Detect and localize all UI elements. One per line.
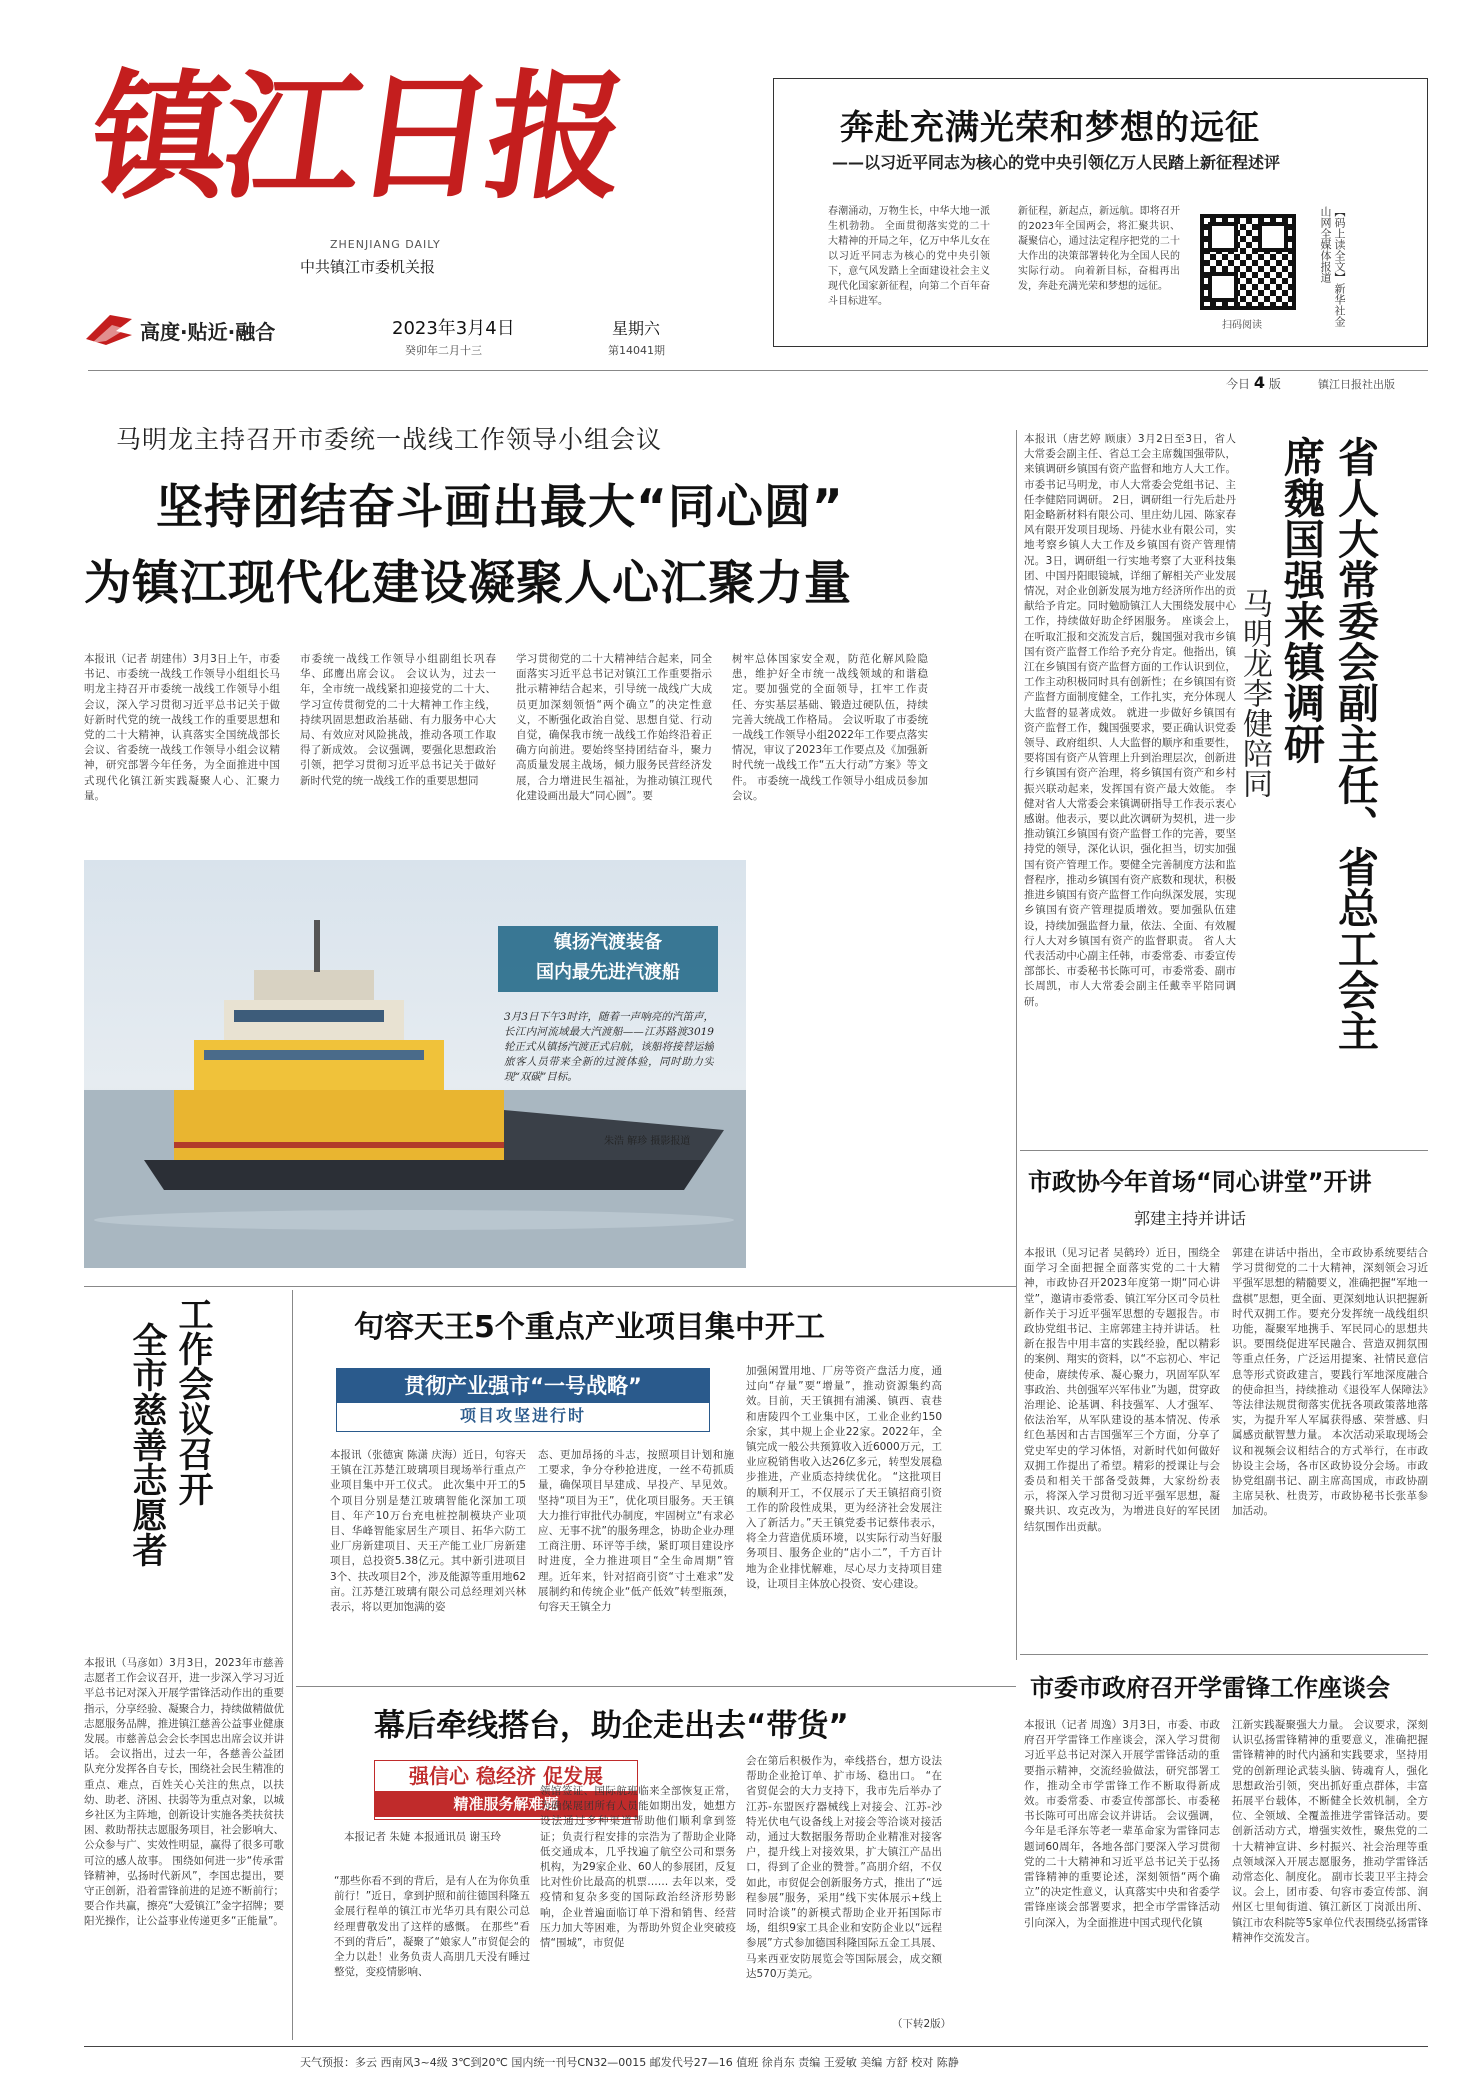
jurong-headline: 句容天王5个重点产业项目集中开工 — [354, 1310, 825, 1345]
promo-col1: 春潮涌动，万物生长，中华大地一派生机勃勃。 全面贯彻落实党的二十大精神的开局之年，亿万中华儿女在以习近平同志为核心的党中央引领下，意气风发踏上全面建设社会主义现代化国家新征程，向第二个百年奋斗目标进军。 — [828, 206, 990, 307]
lead-col2: 市委统一战线工作领导小组副组长巩春华、邱鹰出席会议。 会议认为，过去一年，全市统一战线紧扣迎接党的二十大、学习宣传贯彻党的二十大精神工作主线，持续巩固思想政治基础、有力服务中心大局、有效应对风险挑战，推动各项工作取得了新成效。 会议强调，要强化思想政治引领，把学习贯彻习近平总书记关于做好新时代党的统一战线工作的重要思想同 — [300, 653, 496, 787]
masthead-date: 2023年3月4日 — [392, 318, 515, 339]
lead-headline-2: 为镇江现代化建设凝聚人心汇聚力量 — [84, 556, 852, 611]
qr-code-icon[interactable] — [1200, 214, 1296, 310]
masthead-publisher: 镇江日报社出版 — [1318, 378, 1395, 391]
right-story-headline: 省人大常委会副主任、省总工会主席魏国强来镇调研 — [1277, 436, 1379, 1051]
ferry-label-2: 国内最先进汽渡船 — [536, 962, 680, 983]
right-story-body: 本报讯（唐艺婷 顾康）3月2日至3日，省人大常委会副主任、省总工会主席魏国强带队，来镇调研乡镇国有资产监督和地方人大工作。市委书记马明龙，市人大常委会党组书记、主任李健陪同调研。 2日，调研组一行先后赴丹阳金略新材料有限公司、里庄幼儿园、陈家春风有限开发项目现场、丹徒水业有限公司，实地考察乡镇人大工作及乡镇国有资产管理情况。3日，调研组一行实地考察了大亚科技集团、中国丹阳眼镜城，详细了解相关产业发展情况，对企业创新发展为地方经济所作出的贡献给予肯定。同时勉励镇江人大围绕发展中心工作，持续做好助企纾困服务。 座谈会上，在听取汇报和交流发言后，魏国强对我市乡镇国有资产监督工作给予充分肯定。他指出，镇江在乡镇国有资产监督方面的工作认识到位，工作主动积极同时具有创新性；在乡镇国有资产监督方面制度健全，工作扎实，充分体现人大监督的显著成效。 就进一步做好乡镇国有资产监督工作，魏国强要求，要正确认识党委领导、政府组织、人大监督的顺序和重要性，要将国有资产从管理上升到治理层次，创新进行乡镇国有资产治理，将乡镇国有资产和乡村振兴联动起来，发挥国有资产最大效能。 李健对省人大常委会来镇调研指导工作表示衷心感谢。他表示，要以此次调研为契机，进一步推动镇江乡镇国有资产监督工作的完善，要坚持党的领导，深化认识，强化担当，切实加强国有资产管理工作。要健全完善制度方法和监督程序，推动乡镇国有资产底数和现状，积极推进乡镇国有资产监督工作向纵深发展，实现乡镇国有资产管理提质增效。要加强队伍建设，持续加强监督力量，依法、全面、有效履行人大对乡镇国有资产的监督职责。 省人大代表活动中心副主任韩，市委常委、市委宣传部部长、市委秘书长陈可可，市委常委、副市长周凯，市人大常委会副主任戴幸平陪同调研。 — [1024, 433, 1236, 1008]
right-story-byline: 马明龙李健陪同 — [1237, 588, 1272, 798]
jurong-col1: 本报讯（张德寅 陈潇 庆海）近日，句容天王镇在江苏楚江玻璃项目现场举行重点产业项目集中开工仪式。 此次集中开工的5个项目分别是楚江玻璃智能化深加工项目、年产10万台充电桩控制模块产业项目、华峰智能家居生产项目、拓华六防工业厂房新建项目、天王产能工业厂房新建项目，总投资5.38亿元。其中新引进项目3个、扶改项目2个，涉及能源等重用地62亩。江苏楚江玻璃有限公司总经理刘兴林表示，将以更加饱满的姿 — [330, 1449, 526, 1614]
biz-continued: （下转2版） — [892, 2018, 952, 2030]
footer-text: 天气预报：多云 西南风3~4级 3℃到20℃ 国内统一刊号CN32—0015 邮发代号27—16 值班 徐肖东 责编 王爱敏 美编 方舒 校对 陈静 — [300, 2056, 959, 2069]
masthead-lunar: 癸卯年二月十三 — [405, 344, 482, 357]
lead-col1: 本报讯（记者 胡建伟）3月3日上午，市委书记、市委统一战线工作领导小组组长马明龙主持召开市委统一战线工作领导小组会议，深入学习贯彻习近平总书记关于做好新时代党的统一战线工作的重要思想和党的二十大精神，认真落实全国统战部长会议、省委统一战线工作领导小组会议精神，研究部署今年任务，为全面推进中国式现代化镇江新实践凝聚人心、汇聚力量。 — [84, 653, 280, 802]
masthead-divider — [88, 370, 1428, 371]
masthead-weekday: 星期六 — [612, 319, 661, 338]
pages-count: 4 — [1253, 373, 1265, 392]
right-column-divider — [1016, 430, 1017, 1660]
lead-col4: 树牢总体国家安全观，防范化解风险隐患，维护好全市统一战线领域的和谐稳定。要加强党的全面领导，扛牢工作责任、夯实基层基础、锻造过硬队伍，持续完善大统战工作格局。 会议听取了市委统一战线工作领导小组2022年工作要点落实情况，审议了2023年工作要点及《加强新时代统一战线工作“五大行动”方案》等文件。 市委统一战线工作领导小组成员参加会议。 — [732, 653, 928, 802]
footer-rule — [84, 2046, 1428, 2047]
masthead-org: 中共镇江市委机关报 — [300, 258, 436, 276]
ferry-label-1: 镇扬汽渡装备 — [554, 932, 662, 953]
ferry-credit: 朱浩 解珍 摄影报道 — [604, 1136, 691, 1147]
biz-headline: 幕后牵线搭台，助企走出去“带货” — [374, 1708, 849, 1744]
jurong-banner-sub: 项目攻坚进行时 — [459, 1406, 586, 1425]
cppcc-top-rule — [1020, 1150, 1428, 1151]
biz-byline: 本报记者 朱婕 本报通讯员 谢玉玲 — [344, 1831, 502, 1843]
biz-banner-sub: 精准服务解难题 — [375, 1791, 637, 1817]
pages-unit: 版 — [1268, 377, 1281, 391]
biz-col2: 领馆签证、国际航班临来全部恢复正常，为确保展团所有人员能如期出发，她想方设法通过多种渠道帮助他们顺利拿到签证；负责行程安排的宗浩为了帮助企业降低交通成本，几乎找遍了航空公司和票务机构，为29家企业、60人的参展团，反复比对性价比最高的机票…… 去年以来，受疫情和复杂多变的国际政治经济形势影响，企业普遍面临订单下滑和销售、经营压力加大等困难，为帮助外贸企业突破疫情“围城”，市贸促 — [540, 1785, 736, 1950]
ferry-caption: 3月3日下午3时许，随着一声响亮的汽笛声，长江内河流域最大汽渡船——江苏路渡3019轮正式从镇扬汽渡正式启航，该船将接替运输旅客人员带来全新的过渡体验，同时助力实现“双碳”目标。 — [504, 1011, 714, 1083]
ferry-label-box — [498, 926, 718, 992]
lead-kicker: 马明龙主持召开市委统一战线工作领导小组会议 — [116, 425, 663, 454]
volunteer-top-rule — [84, 1286, 1016, 1287]
masthead-issue: 第14041期 — [608, 344, 665, 357]
volunteer-body: 本报讯（马彦如）3月3日，2023年市慈善志愿者工作会议召开，进一步深入学习习近平总书记对深入开展学雷锋活动作出的重要指示，分享经验、凝聚合力，持续做精做优志愿服务品牌，推进镇江慈善公益事业健康发展。市慈善总会会长李国忠出席会议并讲话。 会议指出，过去一年，各慈善公益团队充分发挥各自专长，围绕社会民生精准的重点、难点，百姓关心关注的焦点，以扶幼、助老、济困、扶弱等为重点对象，以城乡社区为主阵地，创新设计实施各类扶贫扶困、救助帮扶志愿服务项目，社会影响大、公众参与广、实效性明显，赢得了很多可歌可泣的感人故事。 围绕如何进一步“传承雷锋精神，弘扬时代新风”，李国忠提出，要守正创新，沿着雷锋前进的足迹不断前行；要合作共赢，擦亮“大爱镇江”金字招牌；要阳光操作，让公益事业传递更多“正能量”。 — [84, 1657, 284, 1928]
masthead-title-en: ZHENJIANG DAILY — [330, 238, 441, 251]
leifeng-headline: 市委市政府召开学雷锋工作座谈会 — [1030, 1674, 1390, 1702]
biz-top-rule — [296, 1686, 1016, 1687]
lead-col3: 学习贯彻党的二十大精神结合起来，同全面落实习近平总书记对镇江工作重要指示批示精神结合起来，引导统一战线广大成员更加深刻领悟“两个确立”的决定性意义，不断强化政治自觉、思想自觉、行动自觉，确保我市统一战线工作始终沿着正确方向前进。要始终坚持团结奋斗，聚力高质量发展主战场，倾力服务民营经济发展，合力增进民生福祉，为推动镇江现代化建设画出最大“同心圆”。要 — [516, 653, 712, 802]
cppcc-headline: 市政协今年首场“同心讲堂”开讲 — [1028, 1168, 1372, 1196]
promo-subtitle: ——以习近平同志为核心的党中央引领亿万人民踏上新征程述评 — [832, 153, 1281, 172]
promo-col2: 新征程，新起点，新远航。即将召开的2023年全国两会，将汇聚共识、凝聚信心，通过法定程序把党的二十大作出的决策部署转化为全国人民的实际行动。 向着新目标，奋楫再出发，奔赴充满光荣和梦想的远征。 — [1018, 206, 1180, 292]
leifeng-col2: 江新实践凝聚强大力量。 会议要求，深刻认识弘扬雷锋精神的重要意义，准确把握雷锋精神的时代内涵和实践要求，坚持用党的创新理论武装头脑、铸魂育人，强化思想政治引领，突出抓好重点群体，丰富拓展平台载体，不断健全长效机制，全方位、全领域、全覆盖推进学雷锋活动。要创新活动方式，增强实效性，聚焦党的二十大精神宣讲、乡村振兴、社会治理等重点领域深入开展志愿服务，推动学雷锋活动常态化、制度化。 副市长裴卫平主持会议。会上，团市委、句容市委宣传部、润州区七里甸街道、镇江新区丁岗派出所、镇江市农科院等5家单位代表围绕弘扬雷锋精神作交流发言。 — [1232, 1719, 1428, 1944]
promo-title: 奔赴充满光荣和梦想的远征 — [840, 108, 1260, 148]
leifeng-col1: 本报讯（记者 周逸）3月3日，市委、市政府召开学雷锋工作座谈会，深入学习贯彻习近平总书记对深入开展学雷锋活动的重要指示精神，交流经验做法，研究部署工作，推动全市学雷锋工作不断取得新成效。市委常委、市委宣传部部长、市委秘书长陈可可出席会议并讲话。 会议强调，今年是毛泽东等老一辈革命家为雷锋同志题词60周年，各地各部门要深入学习贯彻党的二十大精神和习近平总书记关于弘扬雷锋精神的重要论述，深刻领悟“两个确立”的决定性意义，认真落实中央和省委学雷锋座谈会部署要求，把全市学雷锋活动引向深入，为全面推进中国式现代化镇 — [1024, 1719, 1220, 1929]
biz-banner-title: 强信心 稳经济 促发展 — [409, 1764, 603, 1788]
cppcc-col1: 本报讯（见习记者 吴鹤玲）近日，围绕全面学习全面把握全面落实党的二十大精神，市政协召开2023年度第一期“同心讲堂”，邀请市委常委、镇江军分区司令员杜新作关于习近平强军思想的专题报告。市政协党组书记、主席郭建主持并讲话。 杜新在报告中用丰富的实践经验，配以精彩的案例、翔实的资料，以“不忘初心、牢记使命，赓续传承、凝心聚力，巩固军队军事政治、共创强军兴军伟业”为题，贯穿政治理论、论基调、科技强军、人才强军、依法治军，从军队建设的基本情况、传承红色基因和古吉国强军三个方面，分享了党史军史的学习体悟，对新时代如何做好双拥工作提出了希望。精彩的授课让与会委员和相关干部备受鼓舞，大家纷纷表示，将深入学习贯彻习近平强军思想，凝聚共识、攻克改为，为增进良好的军民团结氛围作出贡献。 — [1024, 1247, 1220, 1533]
biz-col1: “那些你看不到的背后，是有人在为你负重前行！”近日，拿到护照和前往德国科隆五金展行程单的镇江市光华刃具有限公司总经理曹敬发出了这样的感慨。 在那些“看不到的背后”，凝聚了“娘家人”市贸促会的全力以赴！业务负责人高朋几天没有睡过整觉，变疫情影响、 — [334, 1875, 530, 1979]
masthead-slogan: 高度·贴近·融合 — [140, 320, 276, 344]
pages-note-label: 今日 — [1226, 377, 1251, 391]
pages-note — [1226, 373, 1281, 392]
leifeng-top-rule — [1020, 1654, 1428, 1655]
jurong-banner-title: 贯彻产业强市“一号战略” — [337, 1369, 709, 1403]
biz-col3: 会在第后积极作为，牵线搭台，想方设法帮助企业抢订单、扩市场、稳出口。 “在省贸促会的大力支持下，我市先后举办了江苏-东盟医疗器械线上对接会、江苏-沙特光伏电气设备线上对接会等洽谈对接活动，通过大数据服务帮助企业精准对接客户，提升线上对接效果，扩大镇江产品出口，得到了企业的赞誉。”高朋介绍，不仅如此，市贸促会创新服务方式，推出了“远程参展”服务，采用“线下实体展示+线上同时洽谈”的新模式帮助企业开拓国际市场，组织9家工具企业和安防企业以“远程参展”方式参加德国科隆国际五金工具展、马来西亚安防展览会等国际展会，成交额达570万美元。 — [746, 1755, 942, 1980]
volunteer-headline-1: 全市慈善志愿者 — [127, 1322, 167, 1567]
masthead-title: 镇江日报 — [80, 55, 632, 218]
jurong-banner — [336, 1368, 710, 1432]
qr-caption: 【码上读全文】新华社金山网全媒体报道 — [1319, 206, 1346, 327]
jurong-col2: 态、更加昂扬的斗志，按照项目计划和施工要求，争分夺秒抢进度，一丝不苟抓质量，确保项目早建成、早投产、早见效。 坚持“项目为王”，优化项目服务。天王镇大力推行审批代办制度，牢固树立“有求必应、无事不扰”的服务理念，协助企业办理工商注册、环评等手续，紧盯项目建设序时进度，全力推进项目“全生命周期”管理。近年来，针对招商引资“寸土难求”发展制约和传统企业“低产低效”转型瓶颈，句容天王镇全力 — [538, 1449, 734, 1614]
cppcc-col2: 郭建在讲话中指出，全市政协系统要结合学习贯彻党的二十大精神，深刻领会习近平强军思想的精髓要义，准确把握“军地一盘棋”思想，更全面、更深刻地认识把握新时代双拥工作。要充分发挥统一战线组织功能，凝聚军地携手、军民同心的思想共识。要围绕促进军民融合、营造双拥氛围等重点任务，广泛运用提案、社情民意信息等形式资政建言，要践行军地深度融合的使命担当，持续推动《退役军人保障法》等法律法规贯彻落实优抚各项政策落地落实，为提升军人军属获得感、荣誉感、归属感贡献智慧力量。 本次活动采取现场会议和视频会议相结合的方式举行，在市政协设主会场，各市区政协设分会场。市政协党组副书记、副主席高国成，市政协副主席吴秋、杜贵芳，市政协秘书长张革参加活动。 — [1232, 1247, 1428, 1518]
lead-headline-1: 坚持团结奋斗画出最大“同心圆” — [156, 480, 844, 535]
qr-label: 扫码阅读 — [1222, 320, 1262, 331]
logo-flag-icon — [82, 309, 136, 349]
cppcc-sub: 郭建主持并讲话 — [1134, 1209, 1247, 1228]
volunteer-divider — [292, 1290, 293, 2040]
volunteer-headline-2: 工作会议召开 — [173, 1296, 213, 1506]
jurong-col3: 加强闲置用地、厂房等资产盘活力度，通过向“存量”要“增量”，推动资源集约高效。目前，天王镇拥有浦溪、镇西、袁巷和唐陵四个工业集中区，工业企业约150余家，其中规上企业22家。2022年，全镇完成一般公共预算收入近6000万元，工业应税销售收入达26亿多元，转型发展稳步推进，产业质态持续优化。 “这批项目的顺利开工，不仅展示了天王镇招商引资工作的阶段性成果，更为经济社会发展注入了新活力。”天王镇党委书记蔡伟表示，将全力营造优质环境，以实际行动当好服务项目、服务企业的“店小二”，千方百计地为企业排忧解难，尽心尽力支持项目建设，让项目主体放心投资、安心建设。 — [746, 1365, 942, 1590]
